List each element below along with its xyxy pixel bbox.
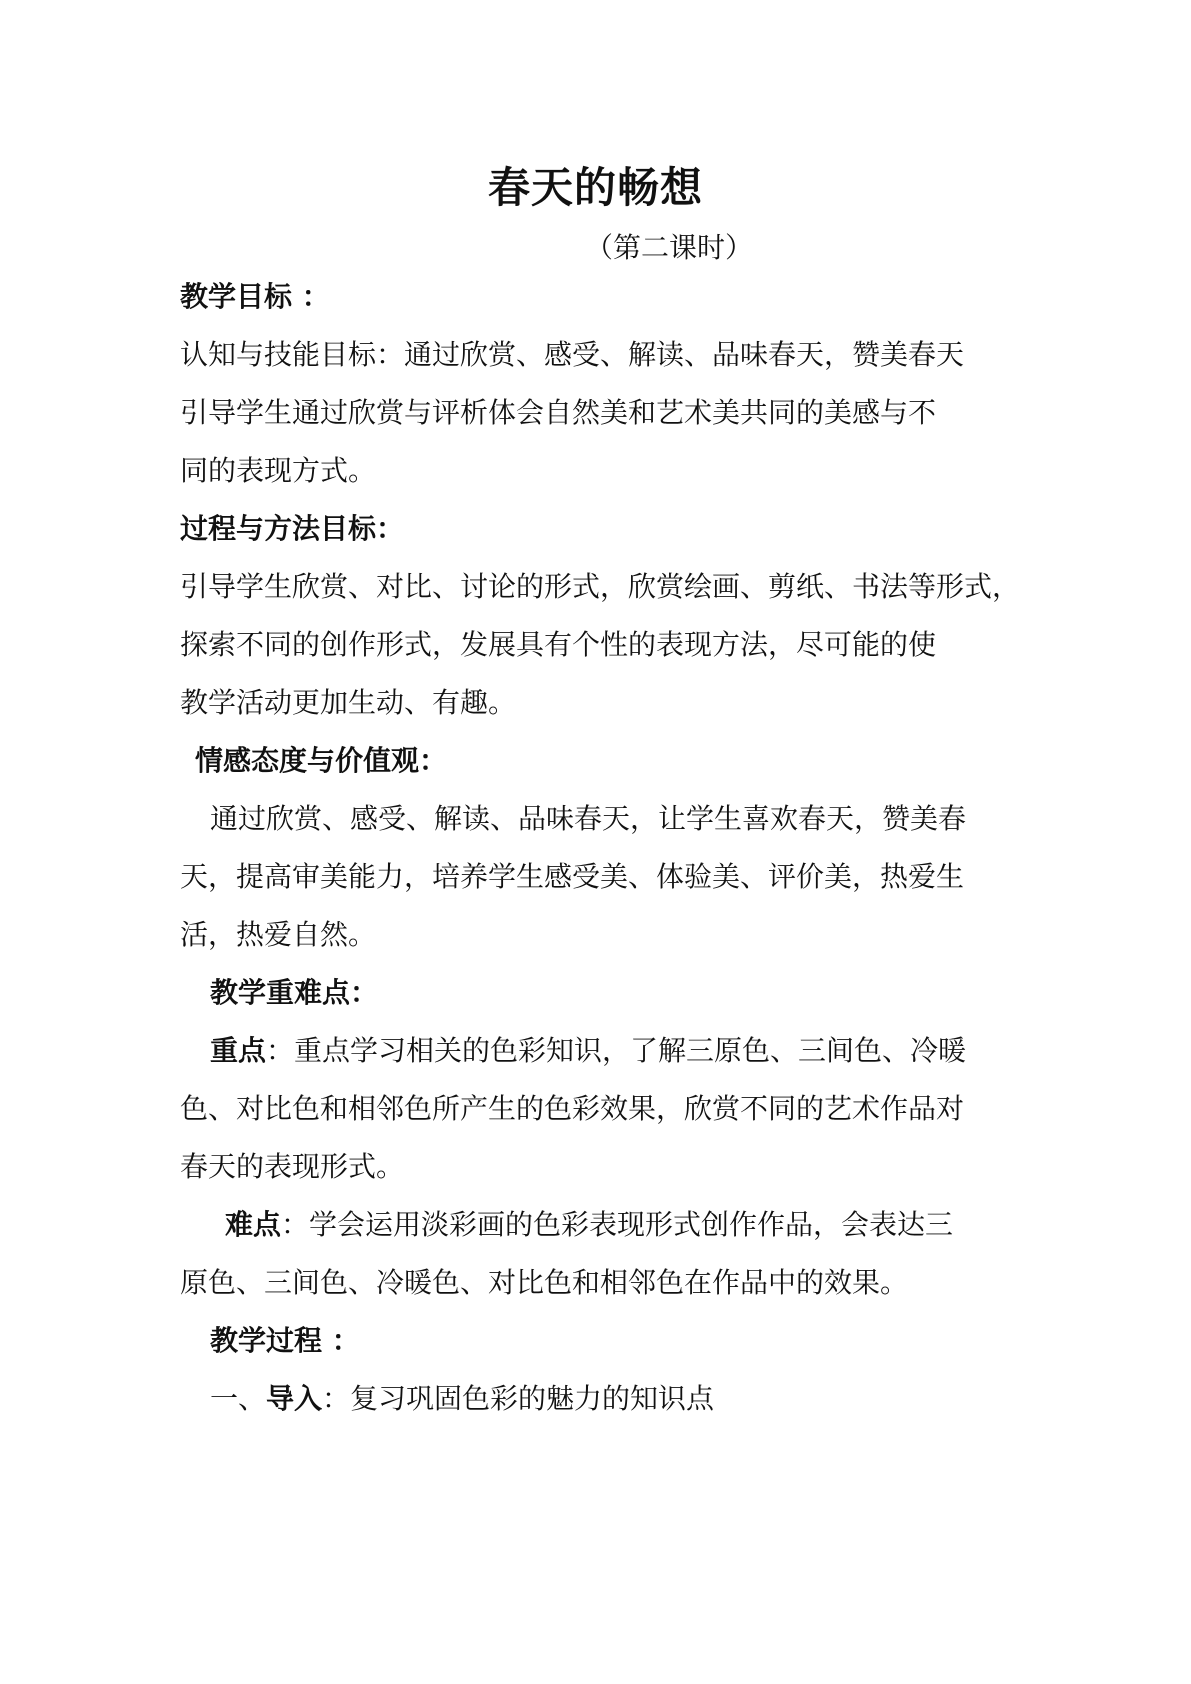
emotion-values-line: 活，热爱自然。 bbox=[180, 918, 377, 951]
key-point-text: ：重点学习相关的色彩知识，了解三原色、三间色、冷暖 bbox=[266, 1034, 967, 1067]
teaching-procedure-heading: 教学过程 ： bbox=[210, 1324, 360, 1357]
process-method-heading: 过程与方法目标： bbox=[180, 512, 405, 545]
emotion-values-line: 天，提高审美能力，培养学生感受美、体验美、评价美，热爱生 bbox=[180, 860, 965, 893]
cognitive-goal-line: 认知与技能目标：通过欣赏、感受、解读、品味春天，赞美春天 bbox=[180, 338, 965, 371]
document-subtitle: （第二课时） bbox=[585, 231, 754, 264]
difficult-point-text: ：学会运用淡彩画的色彩表现形式创作作品，会表达三 bbox=[281, 1208, 954, 1241]
process-method-line: 探索不同的创作形式，发展具有个性的表现方法，尽可能的使 bbox=[180, 628, 937, 661]
process-method-line: 引导学生欣赏、对比、讨论的形式，欣赏绘画、剪纸、书法等形式， bbox=[180, 570, 1021, 603]
key-point-label: 重点 bbox=[210, 1034, 267, 1067]
emotion-values-heading: 情感态度与价值观： bbox=[195, 744, 448, 777]
difficult-point-line: 原色、三间色、冷暖色、对比色和相邻色在作品中的效果。 bbox=[180, 1266, 909, 1299]
emotion-values-line: 通过欣赏、感受、解读、品味春天，让学生喜欢春天，赞美春 bbox=[210, 802, 967, 835]
intro-step-prefix: 一、 bbox=[210, 1382, 267, 1415]
cognitive-goal-line: 同的表现方式。 bbox=[180, 454, 377, 487]
cognitive-goal-line: 引导学生通过欣赏与评析体会自然美和艺术美共同的美感与不 bbox=[180, 396, 937, 429]
key-difficult-heading: 教学重难点： bbox=[210, 976, 379, 1009]
difficult-point-label: 难点 bbox=[225, 1208, 282, 1241]
intro-step-label: 导入 bbox=[266, 1382, 323, 1415]
intro-step-line bbox=[210, 1379, 1090, 1419]
intro-step-text: ：复习巩固色彩的魅力的知识点 bbox=[322, 1382, 715, 1415]
key-point-line: 春天的表现形式。 bbox=[180, 1150, 405, 1183]
document-title: 春天的畅想 bbox=[487, 163, 703, 212]
teaching-goals-heading: 教学目标 ： bbox=[180, 280, 330, 313]
key-point-line bbox=[210, 1031, 1090, 1071]
difficult-point-line bbox=[225, 1205, 1105, 1245]
key-point-line: 色、对比色和相邻色所产生的色彩效果，欣赏不同的艺术作品对 bbox=[180, 1092, 965, 1125]
process-method-line: 教学活动更加生动、有趣。 bbox=[180, 686, 517, 719]
